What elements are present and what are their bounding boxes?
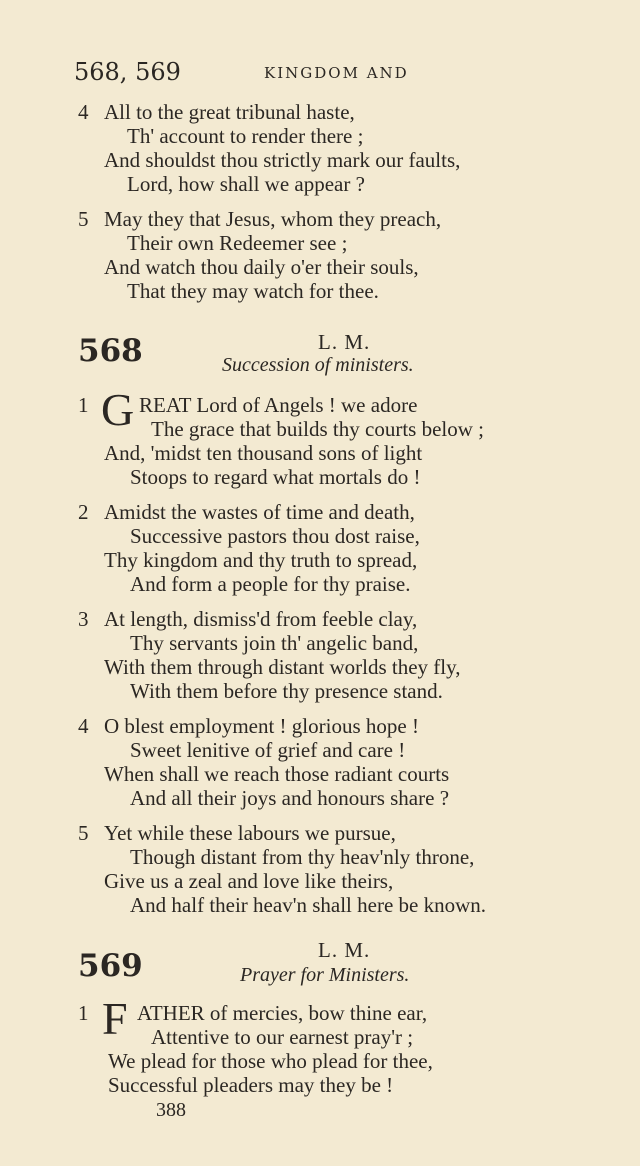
verse-number: 1 — [78, 1001, 89, 1025]
running-head-page-numbers: 568, 569 — [74, 58, 181, 86]
verse-line: Successful pleaders may they be ! — [108, 1073, 394, 1097]
running-head-title: KINGDOM AND — [264, 64, 409, 82]
verse-line: Sweet lenitive of grief and care ! — [130, 738, 406, 762]
hymn-title: Succession of ministers. — [222, 354, 414, 376]
verse-number: 5 — [78, 821, 89, 845]
verse-line: All to the great tribunal haste, — [104, 100, 355, 124]
verse-line: Attentive to our earnest pray'r ; — [151, 1025, 414, 1049]
verse-line: Amidst the wastes of time and death, — [104, 500, 415, 524]
verse-line: We plead for those who plead for thee, — [108, 1049, 433, 1073]
verse-line: Successive pastors thou dost raise, — [130, 524, 420, 548]
verse-line: That they may watch for thee. — [127, 279, 379, 303]
hymn-number: 568 — [78, 333, 143, 369]
page-number: 388 — [156, 1099, 186, 1121]
verse-number: 1 — [78, 393, 89, 417]
verse-line: ATHER of mercies, bow thine ear, — [137, 1001, 428, 1025]
running-head — [74, 58, 574, 90]
verse-line: Give us a zeal and love like theirs, — [104, 869, 394, 893]
verse-line: Th' account to render there ; — [127, 124, 364, 148]
verse-line: And form a people for thy praise. — [130, 572, 411, 596]
verse-line: Though distant from thy heav'nly throne, — [130, 845, 475, 869]
verse-line: And watch thou daily o'er their souls, — [104, 255, 419, 279]
verse-line: With them through distant worlds they fly, — [104, 655, 461, 679]
verse-line: Thy kingdom and thy truth to spread, — [104, 548, 418, 572]
drop-cap: F — [102, 993, 128, 1044]
verse-line: And shouldst thou strictly mark our faults, — [104, 148, 461, 172]
verse-number: 5 — [78, 207, 89, 231]
verse-number: 2 — [78, 500, 89, 524]
verse-line: And, 'midst ten thousand sons of light — [104, 441, 423, 465]
verse-line: Their own Redeemer see ; — [127, 231, 348, 255]
verse-line: Yet while these labours we pursue, — [104, 821, 396, 845]
verse-number: 4 — [78, 714, 89, 738]
verse-line: Thy servants join th' angelic band, — [130, 631, 419, 655]
verse-line: O blest employment ! glorious hope ! — [104, 714, 419, 738]
hymn-meter: L. M. — [318, 938, 371, 962]
verse-line: REAT Lord of Angels ! we adore — [139, 393, 418, 417]
verse-line: The grace that builds thy courts below ; — [151, 417, 484, 441]
hymn-title: Prayer for Ministers. — [240, 964, 410, 986]
verse-line: Lord, how shall we appear ? — [127, 172, 365, 196]
verse-number: 4 — [78, 100, 89, 124]
verse-line: And half their heav'n shall here be known. — [130, 893, 487, 917]
verse-line: Stoops to regard what mortals do ! — [130, 465, 421, 489]
verse-line: May they that Jesus, whom they preach, — [104, 207, 442, 231]
drop-cap: G — [101, 384, 135, 435]
hymn-meter: L. M. — [318, 330, 371, 354]
hymn-number: 569 — [78, 948, 143, 984]
verse-number: 3 — [78, 607, 89, 631]
verse-line: With them before thy presence stand. — [130, 679, 443, 703]
verse-line: And all their joys and honours share ? — [130, 786, 450, 810]
verse-line: At length, dismiss'd from feeble clay, — [104, 607, 418, 631]
verse-line: When shall we reach those radiant courts — [104, 762, 450, 786]
